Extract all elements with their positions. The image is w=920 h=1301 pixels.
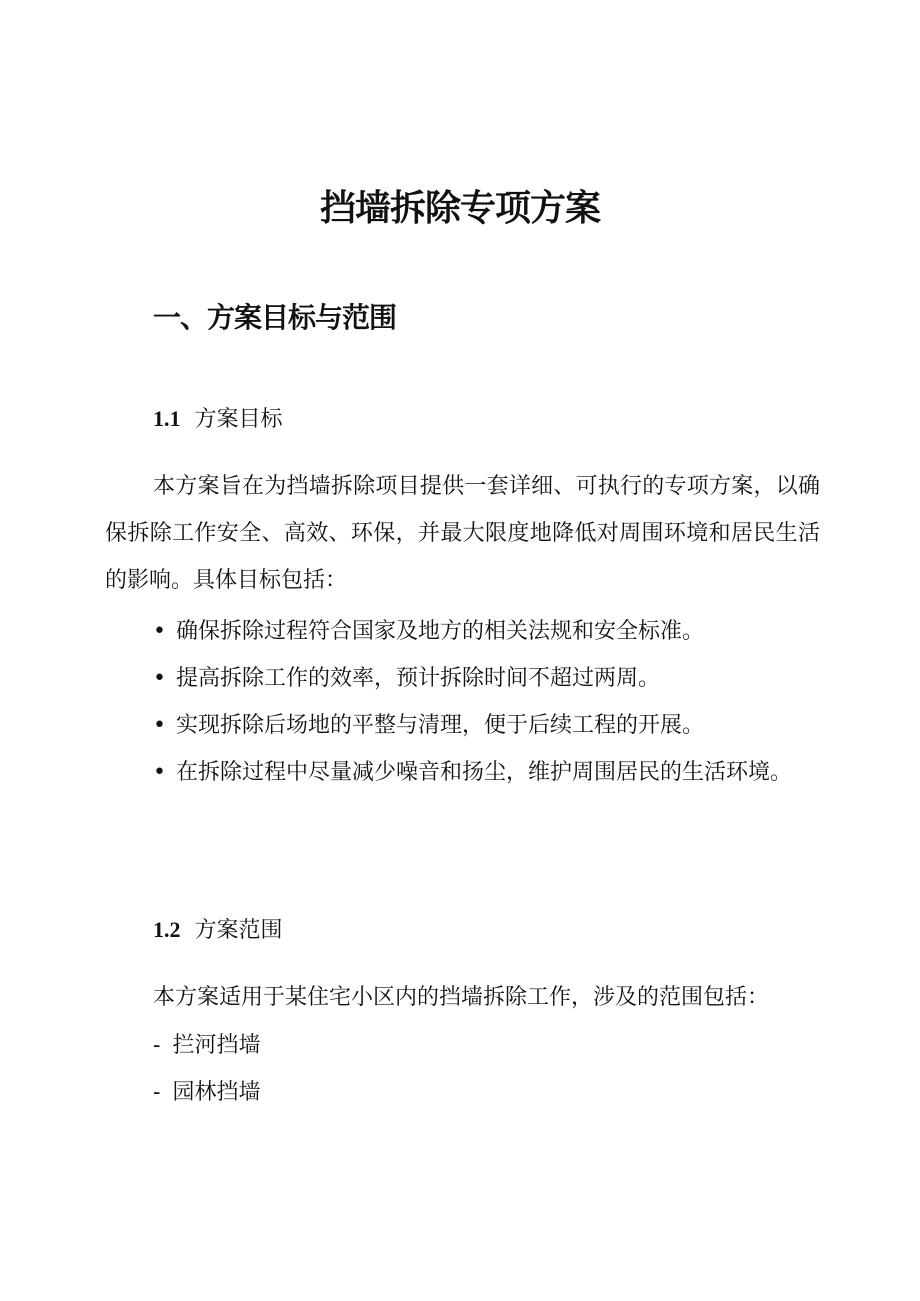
list-item: [105, 749, 820, 796]
bullet-text: 实现拆除后场地的平整与清理，便于后续工程的开展。: [175, 713, 704, 738]
scope-dash-list: [105, 1022, 820, 1116]
list-item: [105, 608, 820, 655]
subsection-number: 1.1: [153, 406, 181, 431]
subsection-heading-1-2: [153, 913, 283, 944]
dash-mark: -: [153, 1033, 161, 1058]
goal-bullet-list: [105, 608, 820, 796]
list-item: [105, 1022, 820, 1069]
bullet-mark: •: [153, 619, 166, 644]
subsection-label: 方案范围: [194, 918, 283, 943]
bullet-mark: •: [153, 713, 166, 738]
subsection-number: 1.2: [153, 917, 181, 942]
bullet-mark: •: [153, 760, 166, 785]
scope-paragraph: 本方案适用于某住宅小区内的挡墙拆除工作，涉及的范围包括：: [153, 985, 770, 1010]
list-item: [105, 702, 820, 749]
section-heading-1: 一、方案目标与范围: [153, 301, 397, 334]
bullet-text: 提高拆除工作的效率，预计拆除时间不超过两周。: [175, 666, 660, 691]
bullet-text: 在拆除过程中尽量减少噪音和扬尘，维护周围居民的生活环境。: [175, 760, 792, 785]
dash-item-text: 拦河挡墙: [172, 1033, 261, 1058]
goal-paragraph: 本方案旨在为挡墙拆除项目提供一套详细、可执行的专项方案，以确保拆除工作安全、高效、环保，并最大限度地降低对周围环境和居民生活的影响。具体目标包括：: [105, 474, 820, 593]
subsection-heading-1-1: [153, 402, 283, 433]
dash-mark: -: [153, 1080, 161, 1105]
list-item: [105, 655, 820, 702]
dash-item-text: 园林挡墙: [172, 1080, 261, 1105]
bullet-mark: •: [153, 666, 166, 691]
bullet-text: 确保拆除过程符合国家及地方的相关法规和安全标准。: [175, 619, 704, 644]
document-title: 挡墙拆除专项方案: [319, 188, 600, 229]
list-item: [105, 1069, 820, 1116]
subsection-label: 方案目标: [194, 407, 283, 432]
